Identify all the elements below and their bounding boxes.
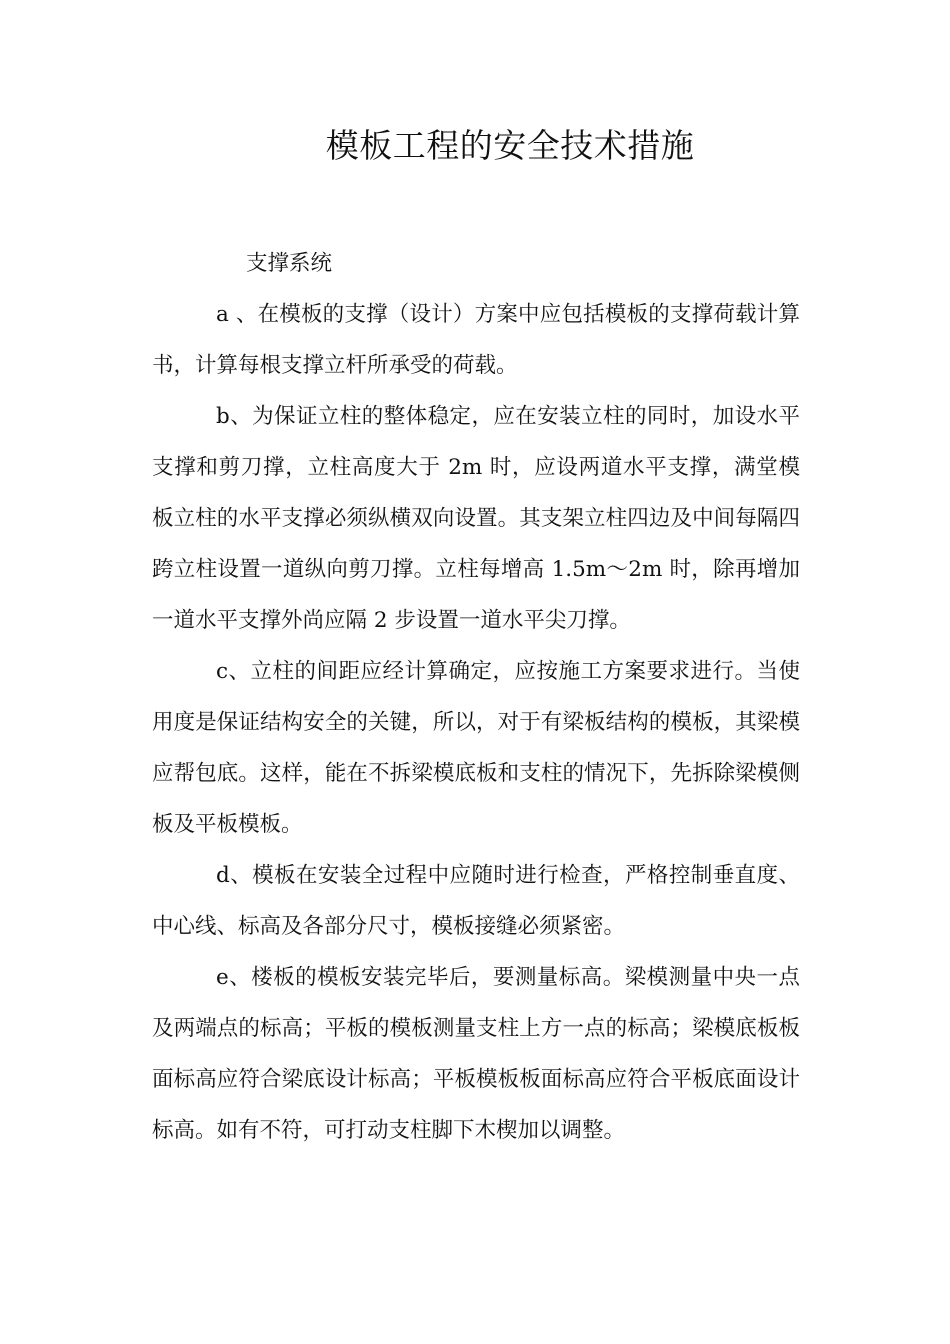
document-body — [152, 238, 800, 1156]
paragraph-d: d、模板在安装全过程中应随时进行检查，严格控制垂直度、中心线、标高及各部分尺寸，模板接缝必须紧密。 — [152, 863, 800, 939]
paragraph-c: c、立柱的间距应经计算确定，应按施工方案要求进行。当使用度是保证结构安全的关键，所以，对于有梁板结构的模板，其梁模应帮包底。这样，能在不拆梁模底板和支柱的情况下，先拆除梁模侧板及平板模板。 — [152, 659, 800, 837]
document-title: 模板工程的安全技术措施 — [325, 126, 695, 165]
paragraph-b: b、为保证立柱的整体稳定，应在安装立柱的同时，加设水平支撑和剪刀撑，立柱高度大于 2m 时，应设两道水平支撑，满堂模板立柱的水平支撑必须纵横双向设置。其支架立柱四边及中间每隔四跨立柱设置一道纵向剪刀撑。立柱每增高 1.5m～2m 时，除再增加一道水平支撑外尚应隔 2 步设置一道水平尖刀撑。 — [152, 404, 800, 633]
paragraph-a: a 、在模板的支撑（设计）方案中应包括模板的支撑荷载计算书，计算每根支撑立杆所承受的荷载。 — [152, 302, 800, 378]
paragraph-e: e、楼板的模板安装完毕后，要测量标高。梁模测量中央一点及两端点的标高；平板的模板测量支柱上方一点的标高；梁模底板板面标高应符合梁底设计标高；平板模板板面标高应符合平板底面设计标高。如有不符，可打动支柱脚下木楔加以调整。 — [152, 965, 800, 1143]
section-heading: 支撑系统 — [246, 251, 333, 276]
